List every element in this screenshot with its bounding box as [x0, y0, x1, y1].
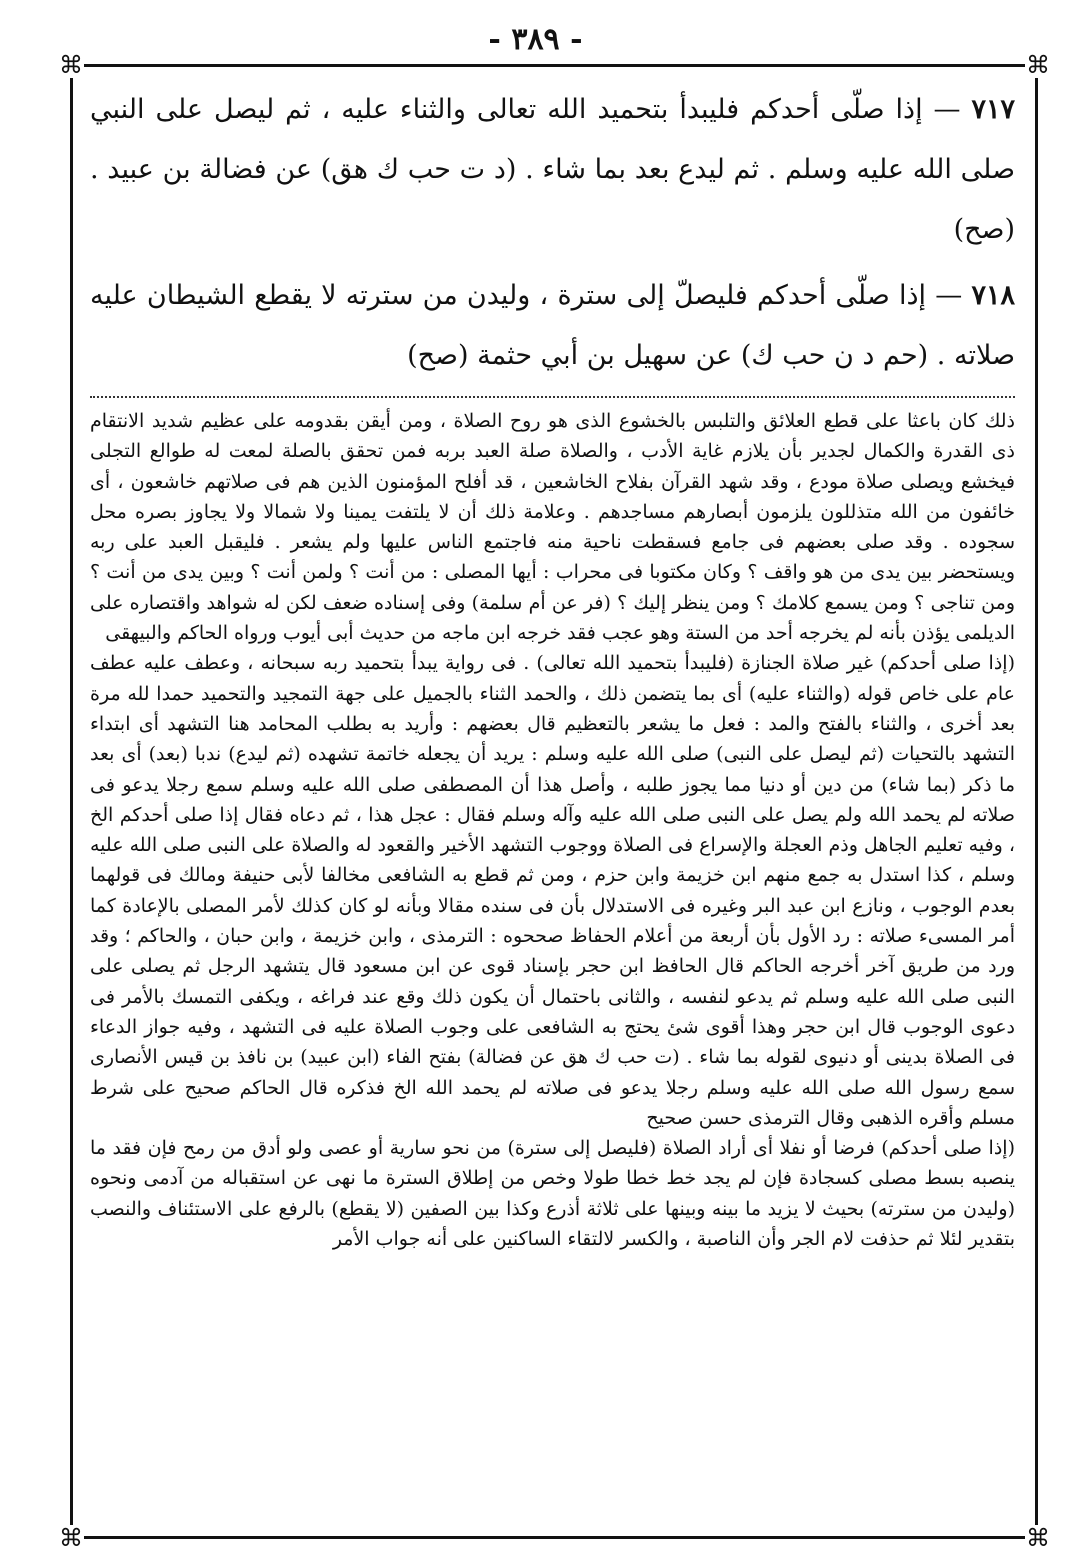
commentary-paragraph: ذلك كان باعثا على قطع العلائق والتلبس بالخشوع الذى هو روح الصلاة ، ومن أيقن بقدومه على عظيم شديد الانتقام ذى القدرة والكمال لجدير بأن يلازم غاية الأدب ، والصلاة صلة العبد بربه فمن تحقق بالصلة لمعت له طوالع التجلى فيخشع ويصلى صلاة مودع ، وقد شهد القرآن بفلاح الخاشعين ، قد أفلح المؤمنون الذين هم فى صلاتهم خاشعون ، أى خائفون من الله متذللون يلزمون أبصارهم مساجدهم . وعلامة ذلك أن لا يلتفت يمينا ولا شمالا ولا يجاوز بصره محل سجوده . وقد صلى بعضهم فى جامع فسقطت ناحية منه فاجتمع الناس عليها ولم يشعر . فليقبل العبد على ربه ويستحضر بين يدى من هو واقف ؟ وكان مكتوبا فى محراب : أيها المصلى : من أنت ؟ ولمن أنت ؟ وبين يدى من أنت ؟ ومن تناجى ؟ ومن يسمع كلامك ؟ ومن ينظر إليك ؟ (فر عن أم سلمة) وفى إسناده ضعف لكن له شواهد واقتصاره على الديلمى يؤذن بأنه لم يخرجه أحد من الستة وهو عجب فقد خرجه ابن ماجه من حديث أبى أيوب ورواه الحاكم والبيهقى	[90, 410, 1015, 645]
corner-ornament-icon: ⌘	[59, 1524, 83, 1552]
frame-bottom-rule	[70, 1536, 1038, 1539]
hadith-text: — إذا صلّى أحدكم فليبدأ بتحميد الله تعالى والثناء عليه ، ثم ليصل على النبي صلى الله عليه وسلم . ثم ليدع بعد بما شاء . (د ت حب ك هق) عن فضالة بن عبيد . (صح)	[90, 94, 1015, 245]
dotted-divider	[90, 396, 1015, 398]
commentary	[90, 406, 1015, 1254]
page-number: - ٣٨٩ -	[488, 22, 583, 57]
page-content	[90, 80, 1015, 1254]
commentary-paragraph: (إذا صلى أحدكم) فرضا أو نفلا أى أراد الصلاة (فليصل إلى سترة) من نحو سارية أو عصى ولو أدق من رمح فإن فقد ما ينصبه بسط مصلى كسجادة فإن لم يجد خط خطا طولا وخص من إطلاق السترة ما نهى عن استقباله من آدمى ونحوه (وليدن من سترته) بحيث لا يزيد ما بينه وبينها على ثلاثة أذرع وكذا بين الصفين (لا يقطع) بالرفع على الاستئناف والنصب بتقدير لئلا ثم حذفت لام الجر وأن الناصبة ، والكسر لالتقاء الساكنين على أنه جواب الأمر	[90, 1137, 1015, 1251]
corner-ornament-icon: ⌘	[1026, 1524, 1050, 1552]
hadith-number: ٧١٧	[971, 94, 1015, 125]
hadith-entry	[90, 80, 1015, 260]
corner-ornament-icon: ⌘	[59, 51, 83, 79]
hadith-number: ٧١٨	[971, 280, 1015, 311]
frame-top-rule	[70, 64, 1038, 68]
hadith-text: — إذا صلّى أحدكم فليصلّ إلى سترة ، وليدن من سترته لا يقطع الشيطان عليه صلاته . (حم د ن حب ك) عن سهيل بن أبي حثمة (صح)	[90, 280, 1015, 371]
hadith-entry	[90, 266, 1015, 386]
corner-ornament-icon: ⌘	[1026, 51, 1050, 79]
commentary-paragraph: (إذا صلى أحدكم) غير صلاة الجنازة (فليبدأ بتحميد الله تعالى) . فى رواية يبدأ بتحميد ربه سبحانه ، وعطف عليه عطف عام على خاص قوله (والثناء عليه) أى بما يتضمن ذلك ، والحمد الثناء بالجميل على جهة التمجيد والتحميد حمدا لله مرة بعد أخرى ، والثناء بالفتح والمد : فعل ما يشعر بالتعظيم قال بعضهم : وأريد به بطلب المحامد هنا التشهد أى ابتداء التشهد بالتحيات (ثم ليصل على النبى) صلى الله عليه وسلم : يريد أن يجعله خاتمة تشهده (ثم ليدع) ندبا (بعد) أى بعد ما ذكر (بما شاء) من دين أو دنيا مما يجوز طلبه ، وأصل هذا أن المصطفى صلى الله عليه وسلم سمع رجلا يدعو فى صلاته لم يحمد الله ولم يصل على النبى صلى الله عليه وآله وسلم فقال : عجل هذا ، ثم دعاه فقال إذا صلى أحدكم الخ ، وفيه تعليم الجاهل وذم العجلة والإسراع فى الصلاة ووجوب التشهد الأخير والقعود له والصلاة على النبى صلى الله عليه وسلم ، كذا استدل به جمع منهم ابن خزيمة وابن حزم ، ومن ثم قطع به الشافعى مخالفا لأبى حنيفة ومالك فى قولهما بعدم الوجوب ، ونازع ابن عبد البر وغيره فى الاستدلال بأن فى سنده مقالا وبأنه لو كان كذلك لأمر المصلى بالإعادة كما أمر المسىء صلاته : رد الأول بأن أربعة من أعلام الحفاظ صححوه : الترمذى ، وابن خزيمة ، وابن حبان ، والحاكم ؛ وقد ورد من طريق آخر أخرجه الحاكم قال الحافظ ابن حجر بإسناد قوى عن ابن مسعود قال يتشهد الرجل ثم يصلى على النبى صلى الله عليه وسلم ثم يدعو لنفسه ، والثانى باحتمال أن يكون ذلك وقع عند فراغه ، ويكفى التمسك بالأمر فى دعوى الوجوب قال ابن حجر وهذا أقوى شئ يحتج به الشافعى على وجوب الصلاة عليه فى التشهد ، وفيه جواز الدعاء فى الصلاة بدينى أو دنيوى لقوله بما شاء . (ت حب ك هق عن فضالة) بفتح الفاء (ابن عبيد) بن نافذ بن قيس الأنصارى سمع رسول الله صلى الله عليه وسلم رجلا يدعو فى صلاته لم يحمد الله الخ فذكره قال الحاكم صحيح على شرط مسلم وأقره الذهبى وقال الترمذى حسن صحيح	[90, 652, 1015, 1129]
